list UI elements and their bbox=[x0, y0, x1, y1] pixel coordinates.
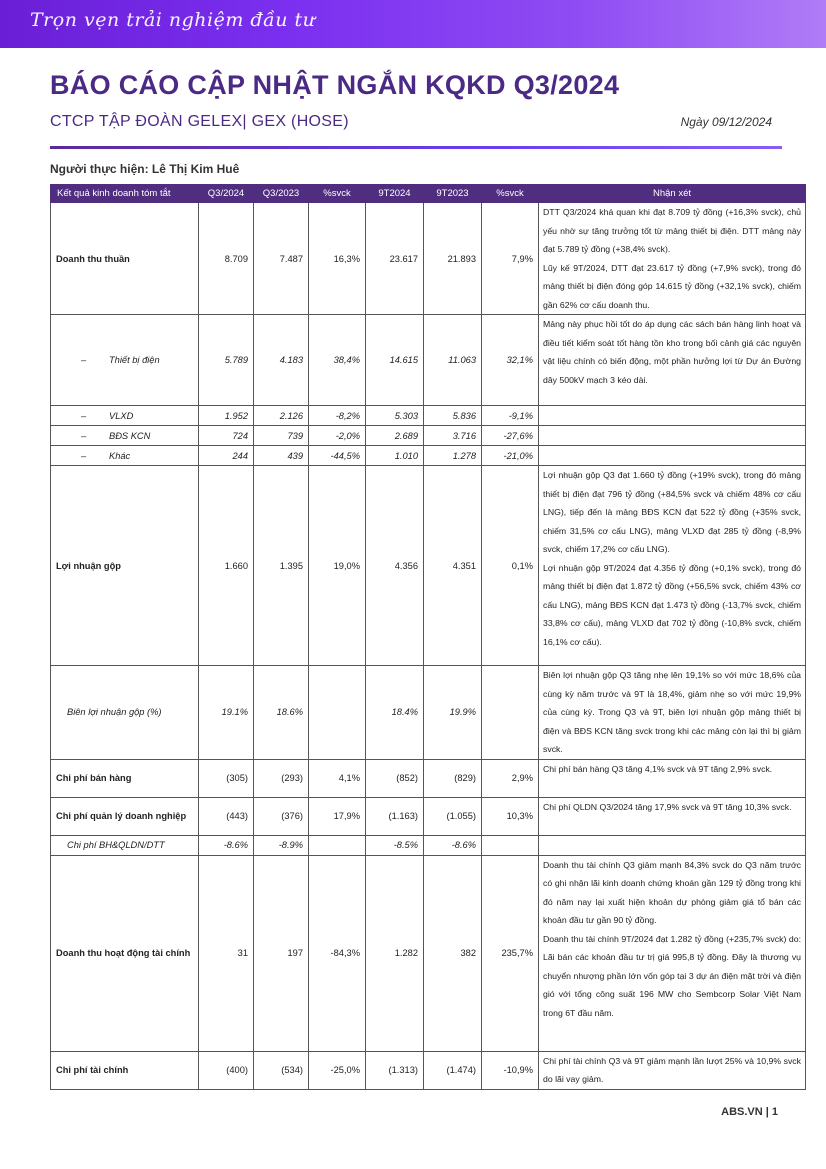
value-cell: 4.356 bbox=[366, 466, 424, 666]
comment-cell: DTT Q3/2024 khá quan khi đạt 8.709 tỷ đồng (+16,3% svck), chủ yếu nhờ sự tăng trưởng tốt từ mảng thiết bị điện. DTT mảng này đạt 5.789 tỷ đồng (+38,4% svck). Lũy kế 9T/2024, DTT đạt 23.617 tỷ đồng (+7,9% svck), trong đó mảng thiết bị điện đóng góp 14.615 tỷ đồng (+32,1% svck), chiếm gần 62% cơ cấu doanh thu. bbox=[539, 203, 806, 315]
sub-item-label: VLXD bbox=[109, 410, 134, 421]
value-cell: 5.303 bbox=[366, 406, 424, 426]
value-cell: 19,0% bbox=[309, 466, 366, 666]
value-cell: 10,3% bbox=[482, 797, 539, 835]
comment-cell: Mảng này phục hồi tốt do áp dụng các sách bán hàng linh hoạt và điều tiết kiểm soát tốt hàng tồn kho trong bối cảnh giá các nguyên vật liệu chính có biến động, một phần hưởng lợi từ Dự án Đường dây 500kV mạch 3 kéo dài. bbox=[539, 315, 806, 406]
comment-cell: Chi phí tài chính Q3 và 9T giảm mạnh lần lượt 25% và 10,9% svck do lãi vay giảm. bbox=[539, 1051, 806, 1089]
value-cell: -2,0% bbox=[309, 426, 366, 446]
value-cell: -25,0% bbox=[309, 1051, 366, 1089]
value-cell: -8.5% bbox=[366, 835, 424, 855]
value-cell: -21,0% bbox=[482, 446, 539, 466]
value-cell: (293) bbox=[254, 759, 309, 797]
author-line: Người thực hiện: Lê Thị Kim Huê bbox=[50, 162, 240, 176]
value-cell: 1.952 bbox=[199, 406, 254, 426]
sub-item-label: Khác bbox=[109, 450, 131, 461]
value-cell: 724 bbox=[199, 426, 254, 446]
value-cell bbox=[482, 666, 539, 760]
value-cell: (852) bbox=[366, 759, 424, 797]
value-cell: -8.6% bbox=[199, 835, 254, 855]
header-cell: 9T2023 bbox=[424, 185, 482, 203]
results-table bbox=[50, 184, 806, 1090]
comment-cell: Chi phí QLDN Q3/2024 tăng 17,9% svck và 9T tăng 10,3% svck. bbox=[539, 797, 806, 835]
table-row bbox=[51, 666, 806, 760]
value-cell: 1.660 bbox=[199, 466, 254, 666]
value-cell: 4.351 bbox=[424, 466, 482, 666]
value-cell: 235,7% bbox=[482, 855, 539, 1051]
value-cell: 2,9% bbox=[482, 759, 539, 797]
sub-item-label: BĐS KCN bbox=[109, 430, 151, 441]
header-cell: %svck bbox=[309, 185, 366, 203]
value-cell bbox=[309, 835, 366, 855]
value-cell: 7.487 bbox=[254, 203, 309, 315]
value-cell: (1.313) bbox=[366, 1051, 424, 1089]
row-label: Biên lợi nhuận gộp (%) bbox=[51, 666, 199, 760]
sub-item-label: Thiết bị điện bbox=[109, 355, 160, 365]
value-cell: 17,9% bbox=[309, 797, 366, 835]
row-label bbox=[51, 315, 199, 406]
header-cell: 9T2024 bbox=[366, 185, 424, 203]
comment-cell bbox=[539, 835, 806, 855]
row-label bbox=[51, 446, 199, 466]
sub-item-dash: – bbox=[81, 450, 87, 461]
row-label: Chi phí BH&QLDN/DTT bbox=[51, 835, 199, 855]
sub-item-dash: – bbox=[81, 355, 87, 365]
value-cell: 5.789 bbox=[199, 315, 254, 406]
row-label bbox=[51, 426, 199, 446]
value-cell: (1.163) bbox=[366, 797, 424, 835]
comment-cell: Lợi nhuận gộp Q3 đạt 1.660 tỷ đồng (+19% svck), trong đó mảng thiết bị điện đạt 796 tỷ đồng (+84,5% svck và chiếm 48% cơ cấu LNG), tiếp đến là mảng BĐS KCN đạt 522 tỷ đồng (+35% svck, chiếm 31,5% cơ cấu LNG), mảng VLXD đạt 285 tỷ đồng (-8,9% svck, chiếm 17,2% cơ cấu LNG). Lợi nhuận gộp 9T/2024 đạt 4.356 tỷ đồng (+0,1% svck), trong đó mảng thiết bị điện đạt 1.872 tỷ đồng (+56,5% svck, chiếm 43% cơ cấu LNG), mảng BĐS KCN đạt 1.473 tỷ đồng (-13,7% svck, chiếm 33,8% cơ cấu), mảng VLXD đạt 702 tỷ đồng (-10,8% svck, chiếm 16,1% cơ cấu). bbox=[539, 466, 806, 666]
value-cell: 5.836 bbox=[424, 406, 482, 426]
value-cell: (400) bbox=[199, 1051, 254, 1089]
value-cell bbox=[309, 666, 366, 760]
value-cell: -8.9% bbox=[254, 835, 309, 855]
value-cell: 8.709 bbox=[199, 203, 254, 315]
value-cell: 21.893 bbox=[424, 203, 482, 315]
table-row bbox=[51, 855, 806, 1051]
value-cell: -9,1% bbox=[482, 406, 539, 426]
value-cell: -84,3% bbox=[309, 855, 366, 1051]
value-cell: 4,1% bbox=[309, 759, 366, 797]
row-label: Lợi nhuận gộp bbox=[51, 466, 199, 666]
table-row bbox=[51, 835, 806, 855]
value-cell: 1.395 bbox=[254, 466, 309, 666]
value-cell: (1.055) bbox=[424, 797, 482, 835]
table-row bbox=[51, 446, 806, 466]
value-cell: (376) bbox=[254, 797, 309, 835]
value-cell: (443) bbox=[199, 797, 254, 835]
value-cell: 18.6% bbox=[254, 666, 309, 760]
value-cell: (829) bbox=[424, 759, 482, 797]
comment-cell: Chi phí bán hàng Q3 tăng 4,1% svck và 9T tăng 2,9% svck. bbox=[539, 759, 806, 797]
table-row bbox=[51, 203, 806, 315]
table-header-row bbox=[51, 185, 806, 203]
row-label: Chi phí bán hàng bbox=[51, 759, 199, 797]
value-cell: 2.126 bbox=[254, 406, 309, 426]
value-cell: 1.010 bbox=[366, 446, 424, 466]
header-cell: Nhận xét bbox=[539, 185, 806, 203]
header-cell: Kết quả kinh doanh tóm tắt bbox=[51, 185, 199, 203]
header-banner bbox=[0, 0, 826, 48]
sub-item-dash: – bbox=[81, 430, 87, 441]
value-cell: -8.6% bbox=[424, 835, 482, 855]
row-label bbox=[51, 406, 199, 426]
comment-cell bbox=[539, 406, 806, 426]
value-cell: -44,5% bbox=[309, 446, 366, 466]
banner-slogan: Trọn vẹn trải nghiệm đầu tư bbox=[30, 9, 316, 31]
value-cell: 19.9% bbox=[424, 666, 482, 760]
table-row bbox=[51, 797, 806, 835]
table-row bbox=[51, 406, 806, 426]
comment-cell: Doanh thu tài chính Q3 giảm mạnh 84,3% svck do Q3 năm trước có ghi nhận lãi kinh doanh chứng khoán gần 129 tỷ đồng trong khi đó năm nay lại xuất hiện khoản dự phòng giảm giá tổ bán các khoản đầu tư gần 90 tỷ đồng. Doanh thu tài chính 9T/2024 đạt 1.282 tỷ đồng (+235,7% svck) do: Lãi bán các khoản đầu tư trị giá 995,8 tỷ đồng. Đây là thương vụ chuyển nhượng phần lớn vốn góp tại 3 dự án điện mặt trời và điện gió với tổng công suất 196 MW cho Sembcorp Solar Việt Nam trong 6T đầu năm. bbox=[539, 855, 806, 1051]
value-cell: 739 bbox=[254, 426, 309, 446]
value-cell: 32,1% bbox=[482, 315, 539, 406]
header-cell: Q3/2023 bbox=[254, 185, 309, 203]
value-cell: 382 bbox=[424, 855, 482, 1051]
value-cell: -10,9% bbox=[482, 1051, 539, 1089]
value-cell: 439 bbox=[254, 446, 309, 466]
value-cell: 38,4% bbox=[309, 315, 366, 406]
value-cell: 1.278 bbox=[424, 446, 482, 466]
value-cell bbox=[482, 835, 539, 855]
value-cell: 2.689 bbox=[366, 426, 424, 446]
sub-item-dash: – bbox=[81, 410, 87, 421]
value-cell: 23.617 bbox=[366, 203, 424, 315]
value-cell: -8,2% bbox=[309, 406, 366, 426]
table-row bbox=[51, 315, 806, 406]
report-title: BÁO CÁO CẬP NHẬT NGẮN KQKD Q3/2024 bbox=[50, 70, 620, 100]
value-cell: 7,9% bbox=[482, 203, 539, 315]
value-cell: 31 bbox=[199, 855, 254, 1051]
value-cell: 19.1% bbox=[199, 666, 254, 760]
value-cell: 3.716 bbox=[424, 426, 482, 446]
value-cell: 197 bbox=[254, 855, 309, 1051]
value-cell: (534) bbox=[254, 1051, 309, 1089]
value-cell: 14.615 bbox=[366, 315, 424, 406]
value-cell: 4.183 bbox=[254, 315, 309, 406]
comment-cell: Biên lợi nhuận gộp Q3 tăng nhẹ lên 19,1% so với mức 18,6% của cùng kỳ năm trước và 9T là 18,4%, giảm nhẹ so với mức 19,9% của cùng kỳ. Trong Q3 và 9T, biên lợi nhuận gộp mảng thiết bị điện và BĐS KCN tăng svck trong khi các mảng còn lại thì bị giảm svck. bbox=[539, 666, 806, 760]
header-cell: Q3/2024 bbox=[199, 185, 254, 203]
row-label: Chi phí tài chính bbox=[51, 1051, 199, 1089]
value-cell: 0,1% bbox=[482, 466, 539, 666]
value-cell: 244 bbox=[199, 446, 254, 466]
value-cell: 18.4% bbox=[366, 666, 424, 760]
company-name: CTCP TẬP ĐOÀN GELEX| GEX (HOSE) bbox=[50, 113, 349, 130]
header-cell: %svck bbox=[482, 185, 539, 203]
value-cell: 16,3% bbox=[309, 203, 366, 315]
table-row bbox=[51, 1051, 806, 1089]
title-divider bbox=[50, 146, 782, 149]
value-cell: 1.282 bbox=[366, 855, 424, 1051]
page-footer: ABS.VN | 1 bbox=[721, 1106, 778, 1118]
value-cell: (305) bbox=[199, 759, 254, 797]
comment-cell bbox=[539, 446, 806, 466]
table-row bbox=[51, 466, 806, 666]
row-label: Doanh thu thuần bbox=[51, 203, 199, 315]
table-row bbox=[51, 759, 806, 797]
report-date: Ngày 09/12/2024 bbox=[680, 115, 772, 129]
comment-cell bbox=[539, 426, 806, 446]
value-cell: (1.474) bbox=[424, 1051, 482, 1089]
row-label: Doanh thu hoạt động tài chính bbox=[51, 855, 199, 1051]
value-cell: 11.063 bbox=[424, 315, 482, 406]
row-label: Chi phí quản lý doanh nghiệp bbox=[51, 797, 199, 835]
table-row bbox=[51, 426, 806, 446]
value-cell: -27,6% bbox=[482, 426, 539, 446]
